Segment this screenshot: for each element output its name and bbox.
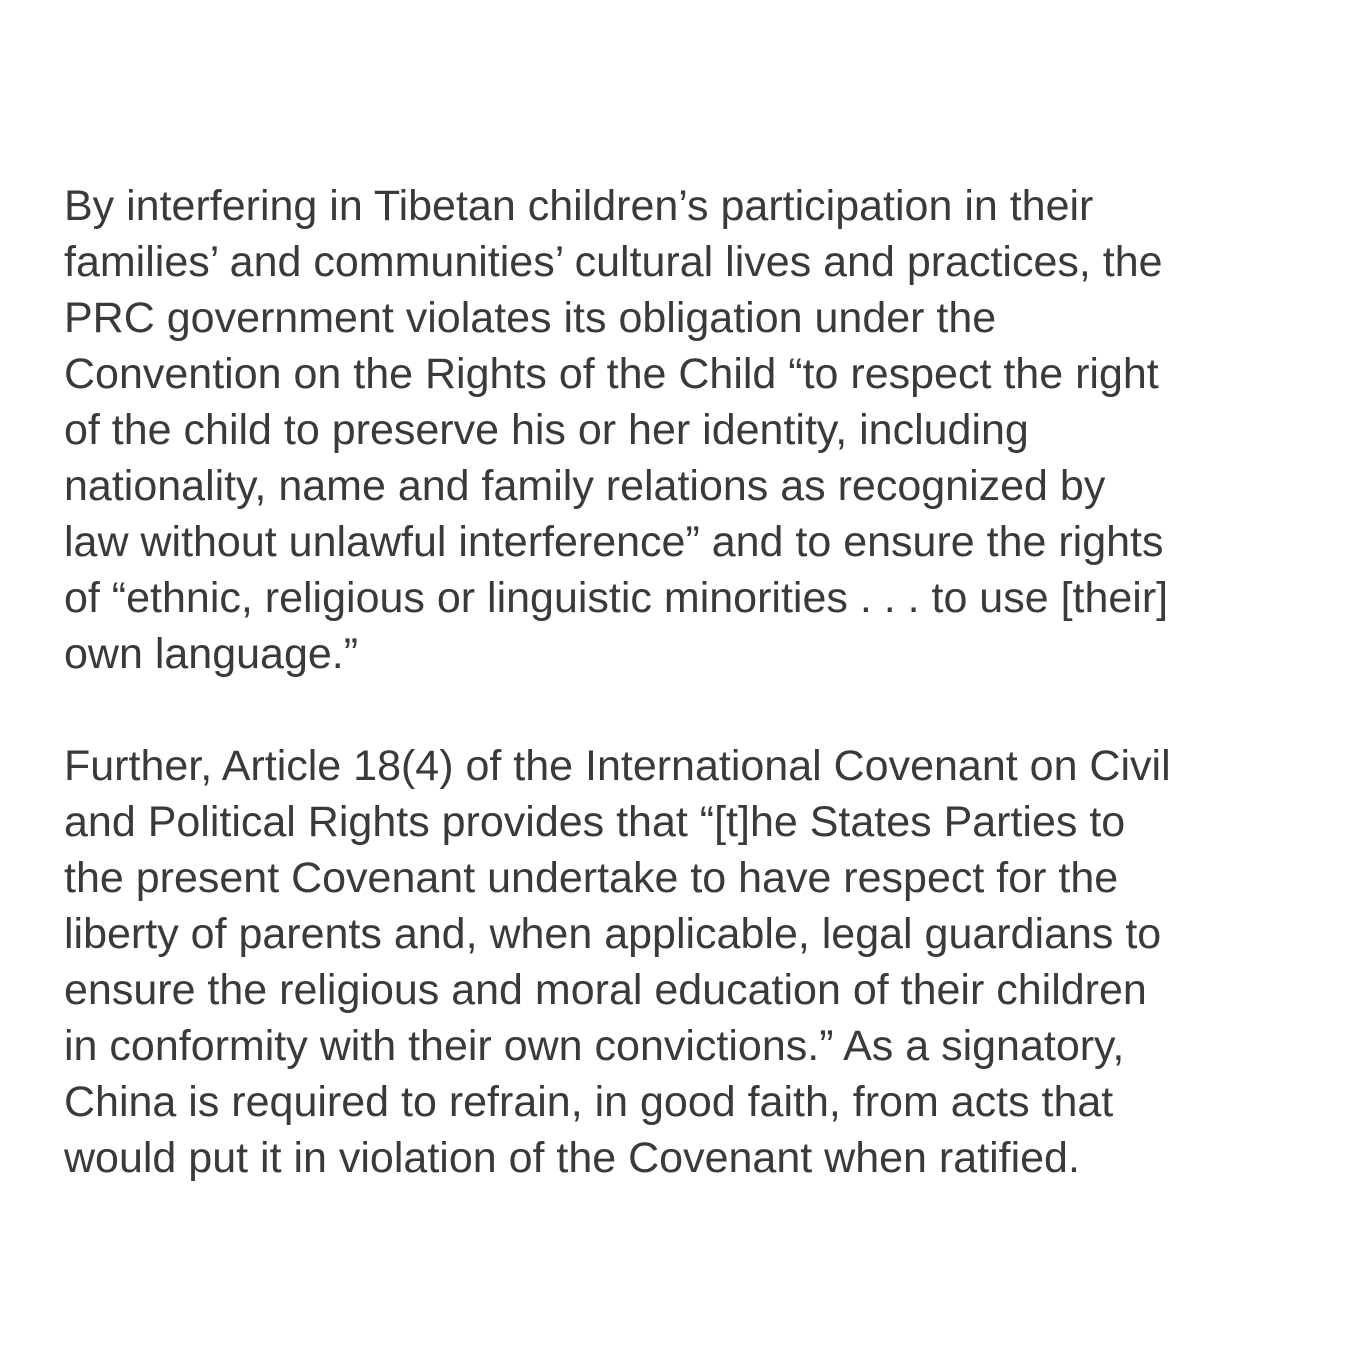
- text-line: Convention on the Rights of the Child “to respect the right: [64, 350, 1159, 398]
- text-line: China is required to refrain, in good faith, from acts that: [64, 1078, 1114, 1126]
- document-body: [64, 178, 1304, 1186]
- text-line: in conformity with their own convictions.” As a signatory,: [64, 1022, 1125, 1070]
- text-line: By interfering in Tibetan children’s participation in their: [64, 182, 1094, 230]
- text-line: nationality, name and family relations as recognized by: [64, 462, 1106, 510]
- paragraph-crc-obligation: [64, 178, 1304, 682]
- text-line: of “ethnic, religious or linguistic minorities . . . to use [their]: [64, 574, 1169, 622]
- text-line: of the child to preserve his or her identity, including: [64, 406, 1029, 454]
- text-line: and Political Rights provides that “[t]he States Parties to: [64, 798, 1126, 846]
- text-line: Further, Article 18(4) of the International Covenant on Civil: [64, 742, 1171, 790]
- text-line: PRC government violates its obligation under the: [64, 294, 997, 342]
- text-line: would put it in violation of the Covenant when ratified.: [64, 1134, 1080, 1182]
- text-line: the present Covenant undertake to have respect for the: [64, 854, 1119, 902]
- text-line: law without unlawful interference” and to ensure the rights: [64, 518, 1164, 566]
- text-line: ensure the religious and moral education of their children: [64, 966, 1147, 1014]
- text-line: liberty of parents and, when applicable, legal guardians to: [64, 910, 1162, 958]
- text-line: own language.”: [64, 630, 359, 678]
- text-line: families’ and communities’ cultural lives and practices, the: [64, 238, 1163, 286]
- paragraph-iccpr-article: [64, 738, 1304, 1186]
